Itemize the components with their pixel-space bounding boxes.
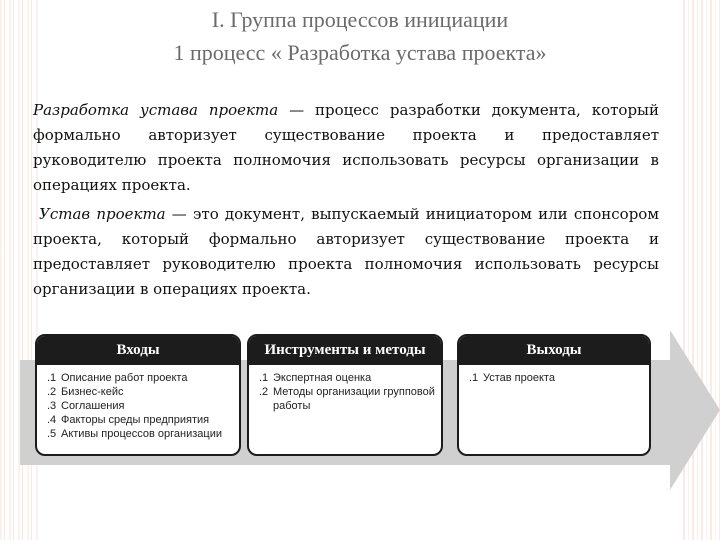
tools-header: Инструменты и методы: [249, 336, 441, 365]
definition-paragraph-1: [33, 98, 659, 198]
outputs-box: [457, 334, 651, 456]
inputs-list: [37, 371, 239, 441]
term-project-charter-development: Разработка устава проекта: [33, 101, 279, 119]
tools-box: [247, 334, 443, 456]
outputs-list: [459, 371, 649, 385]
definition-text-1: — процесс разработки документа, который формально авторизует существование проекта и предоставляет руководителю проекта полномочия использовать ресурсы организации в операциях проекта.: [33, 101, 659, 194]
outputs-header: Выходы: [459, 336, 649, 365]
list-item: .5 Активы процессов организации: [47, 428, 222, 440]
list-item: .2 Методы организации групповой работы: [259, 386, 435, 412]
tools-list: [249, 371, 441, 413]
list-item: .1 Устав проекта: [469, 372, 555, 384]
definition-text-2: — это документ, выпускаемый инициатором или спонсором проекта, который формально авторизует существование проекта и предоставляет руководителю проекта полномочия использовать ресурсы организации в операциях проекта.: [33, 205, 660, 298]
list-item: .1 Экспертная оценка: [259, 372, 372, 384]
inputs-header: Входы: [37, 336, 239, 365]
list-item: .4 Факторы среды предприятия: [47, 414, 210, 426]
list-item: .1 Описание работ проекта: [47, 372, 188, 384]
definition-paragraph-2: [33, 202, 659, 302]
process-diagram: [20, 330, 720, 490]
slide-title-line-2: 1 процесс « Разработка устава проекта»: [173, 40, 547, 65]
slide-title-line-1: I. Группа процессов инициации: [211, 7, 509, 32]
term-project-charter: Устав проекта: [39, 205, 166, 223]
inputs-box: [35, 334, 241, 456]
list-item: .3 Соглашения: [47, 400, 125, 412]
list-item: .2 Бизнес-кейс: [47, 386, 124, 398]
